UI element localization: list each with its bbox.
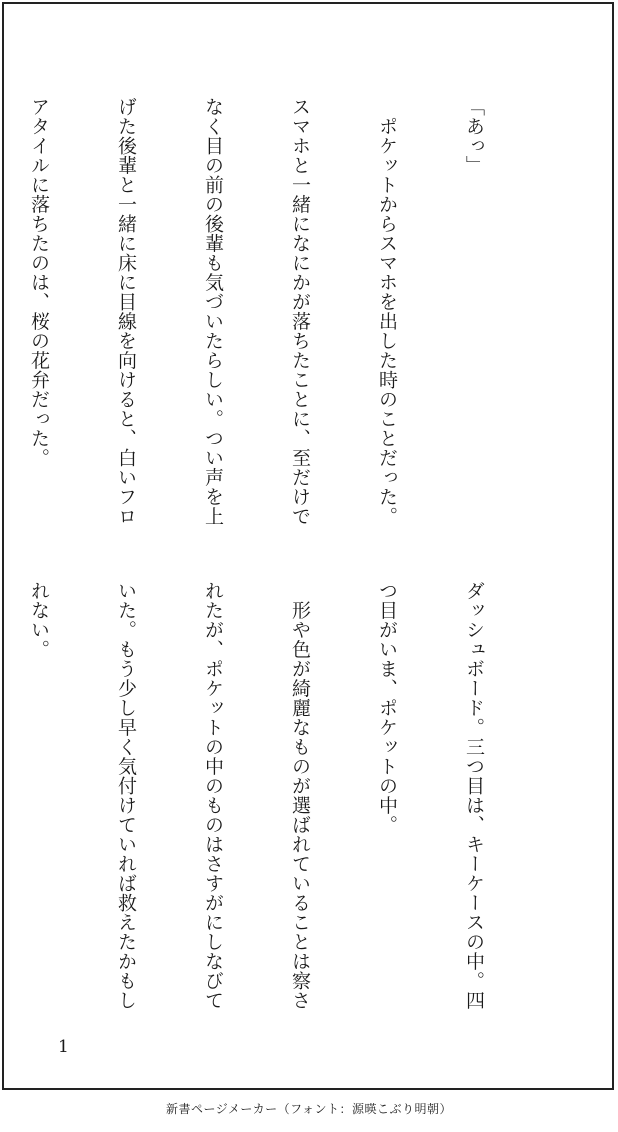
text-line: つ目がいま、ポケットの中。 (376, 581, 398, 835)
text-line: いた。もう少し早く気付けていれば救えたかもし (115, 581, 137, 1010)
text-line: れない。 (28, 581, 50, 659)
text-line: アタイルに落ちたのは、桜の花弁だった。 (28, 97, 50, 468)
text-line: ダッシュボード。三つ目は、キーケースの中。四 (463, 581, 485, 1010)
text-line: 形や色が綺麗なものが選ばれていることは察さ (289, 581, 311, 1010)
text-line: なく目の前の後輩も気づいたらしい。つい声を上 (202, 97, 224, 526)
text-line: 「あっ」 (463, 97, 485, 175)
text-line: げた後輩と一緒に床に目線を向けると、白いフロ (115, 97, 137, 526)
text-line: れたが、ポケットの中のものはさすがにしなびて (202, 581, 224, 1010)
text-line: スマホと一緒になにかが落ちたことに、至だけで (289, 97, 311, 526)
manuscript-page (2, 2, 614, 1090)
text-line: ポケットからスマホを出した時のことだった。 (376, 97, 398, 526)
footer-caption: 新書ページメーカー（フォント：源暎こぶり明朝） (165, 1102, 453, 1116)
text-block-upper (0, 97, 546, 535)
text-block-lower (0, 581, 546, 1019)
page-number: 1 (58, 1037, 69, 1057)
